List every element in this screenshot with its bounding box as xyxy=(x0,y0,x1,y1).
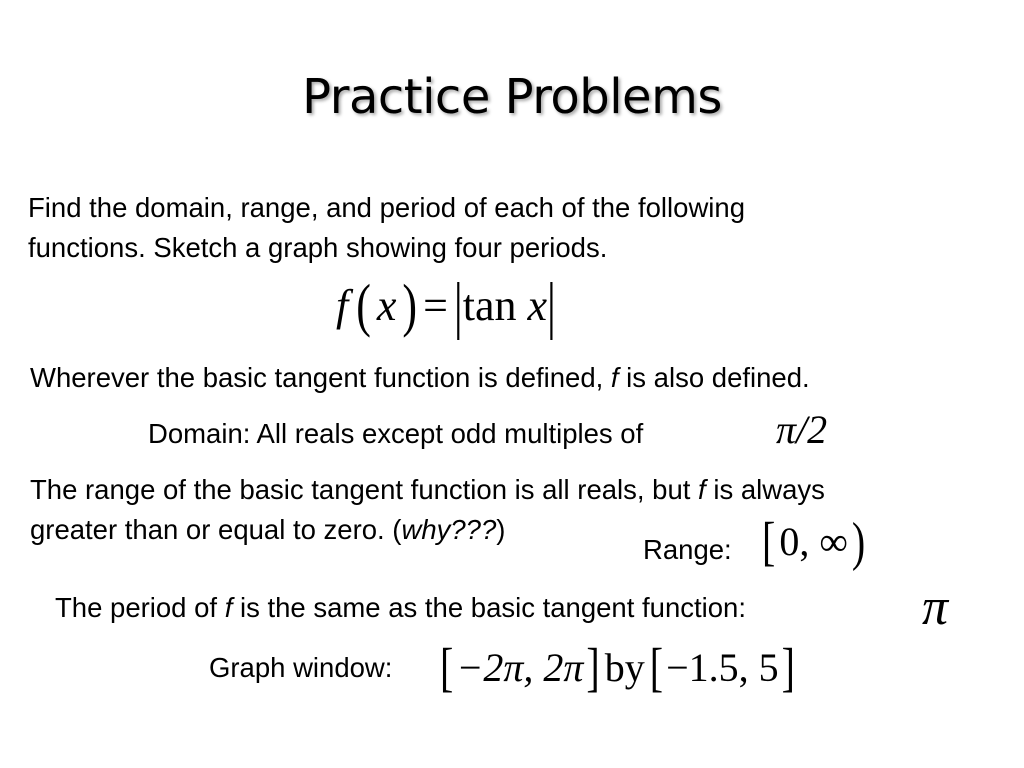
range-interval: 0, ∞ xyxy=(779,519,848,564)
equation-f: f xyxy=(336,281,349,330)
period-note-after: is the same as the basic tangent function: xyxy=(232,592,746,623)
graph-window-x-close: ] xyxy=(586,636,600,698)
range-note-line-2-after: ) xyxy=(496,514,506,545)
equation-x: x xyxy=(376,281,397,330)
range-label: Range: xyxy=(643,534,732,565)
range-note-line-1-before: The range of the basic tangent function is all reals, but xyxy=(30,474,699,505)
graph-window-value xyxy=(440,636,795,698)
equation-tan: tan xyxy=(462,281,517,330)
domain-note-f: f xyxy=(610,362,619,393)
equation-right-paren: ) xyxy=(402,272,418,339)
range-open-bracket: [ xyxy=(762,510,776,572)
graph-window-y-close: ] xyxy=(781,636,795,698)
domain-note-after: is also defined. xyxy=(618,362,810,393)
slide-title: Practice Problems xyxy=(302,69,722,125)
domain-note-before: Wherever the basic tangent function is defined, xyxy=(30,362,611,393)
period-note-before: The period of xyxy=(55,592,225,623)
equation-abs-bar-left: | xyxy=(453,269,463,341)
range-note-line-2-before: greater than or equal to zero. ( xyxy=(30,514,402,545)
graph-window-y-range: −1.5, 5 xyxy=(666,645,779,690)
graph-window-by: by xyxy=(604,645,645,690)
equation-equals: = xyxy=(423,281,448,330)
graph-window-x-range: −2π, 2π xyxy=(456,645,584,690)
equation-left-paren: ( xyxy=(356,272,371,339)
range-note-line-1-after: is always xyxy=(705,474,825,505)
period-value: π xyxy=(922,579,949,636)
range-close-paren: ) xyxy=(851,510,866,572)
range-note-line-2 xyxy=(30,510,505,550)
range-value xyxy=(762,510,866,572)
graph-window-y-open: [ xyxy=(649,636,664,698)
equation-abs-bar-right: | xyxy=(547,269,556,341)
equation-x-arg: x xyxy=(527,281,548,330)
graph-window-label: Graph window: xyxy=(209,652,393,683)
instructions-line-2: functions. Sketch a graph showing four periods. xyxy=(28,232,608,263)
function-equation xyxy=(336,269,556,341)
domain-label: Domain: All reals except odd multiples of xyxy=(148,418,644,449)
range-note-f: f xyxy=(698,474,706,505)
range-note-line-1 xyxy=(30,470,825,510)
instructions-line-1: Find the domain, range, and period of each of the following xyxy=(28,192,746,223)
period-note-f: f xyxy=(224,592,233,623)
period-note xyxy=(55,588,746,628)
domain-note xyxy=(30,358,810,398)
graph-window-x-open: [ xyxy=(440,636,454,698)
domain-value: π/2 xyxy=(776,407,828,452)
range-note-why: why??? xyxy=(401,514,497,545)
